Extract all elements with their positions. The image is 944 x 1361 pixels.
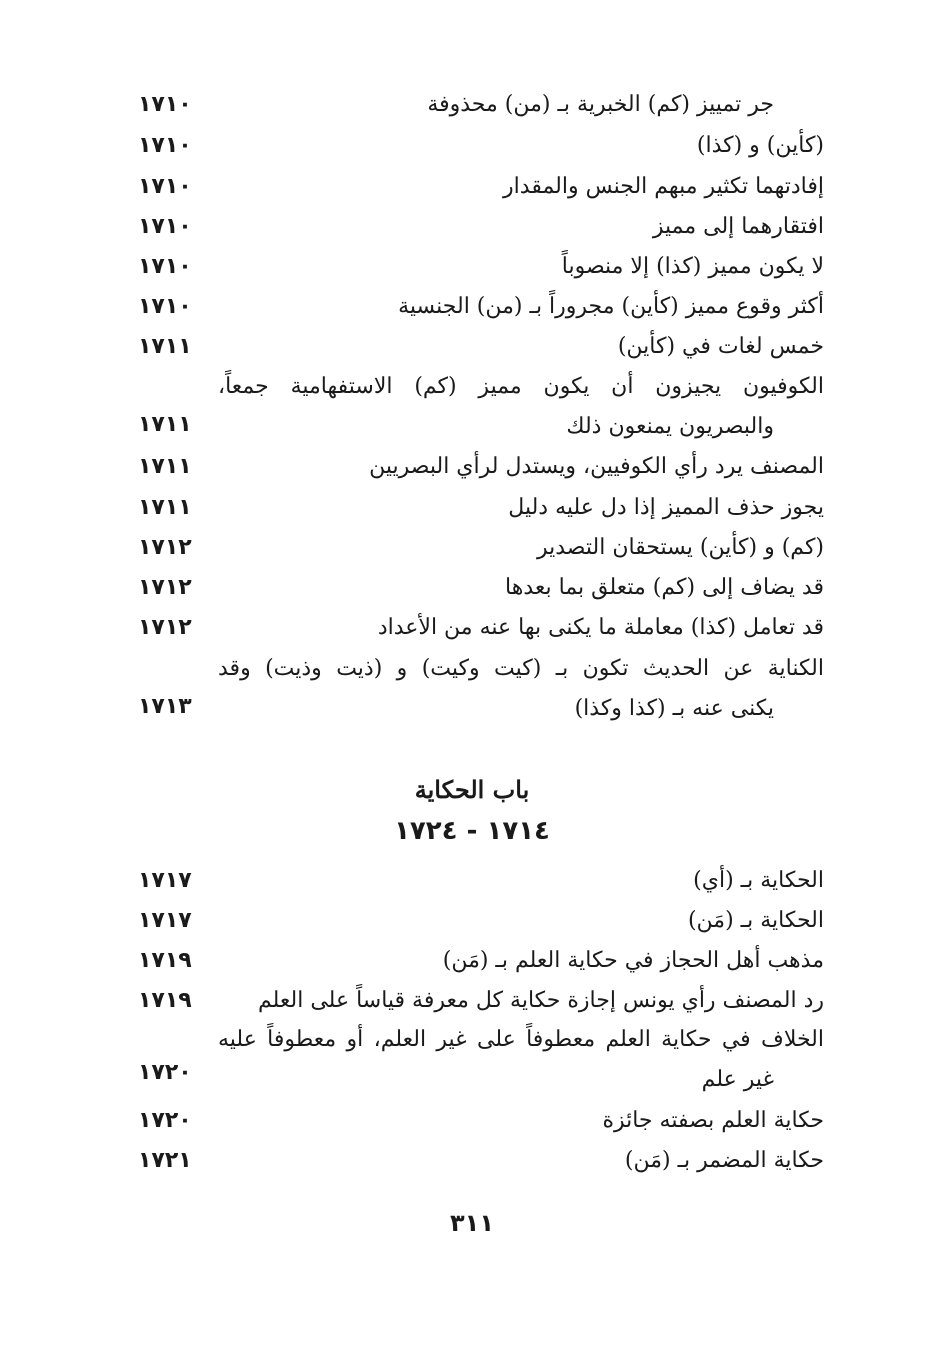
entry-page-ref: ١٧١٩ <box>138 948 192 973</box>
entry-text-continuation: غير علم <box>701 1067 774 1092</box>
entry-page-ref: ١٧١٩ <box>138 988 192 1013</box>
entry-page-ref: ١٧١٧ <box>138 908 192 933</box>
entry-text: يجوز حذف المميز إذا دل عليه دليل <box>508 495 824 520</box>
entry-page-ref: ١٧١١ <box>138 412 192 437</box>
entry-text: الحكاية بـ (مَن) <box>687 908 824 933</box>
entry-page-ref: ١٧١٠ <box>138 254 192 279</box>
entry-page-ref: ١٧١٠ <box>138 92 192 117</box>
entry-text: الخلاف في حكاية العلم معطوفاً على غير العلم، أو معطوفاً عليه <box>218 1027 824 1052</box>
entry-text: الكناية عن الحديث تكون بـ (كيت وكيت) و (ذيت وذيت) وقد <box>218 656 824 681</box>
entry-page-ref: ١٧١٠ <box>138 133 192 158</box>
page-number: ٣١١ <box>450 1209 494 1237</box>
entry-text: (كأين) و (كذا) <box>696 133 824 158</box>
entry-text: جر تمييز (كم) الخبرية بـ (من) محذوفة <box>427 92 774 117</box>
entry-page-ref: ١٧١٢ <box>138 575 192 600</box>
entry-page-ref: ١٧٢١ <box>138 1148 192 1173</box>
entry-text: حكاية المضمر بـ (مَن) <box>624 1148 824 1173</box>
entry-page-ref: ١٧١١ <box>138 495 192 520</box>
entry-text: الحكاية بـ (أي) <box>693 868 824 893</box>
entry-page-ref: ١٧١٢ <box>138 535 192 560</box>
entry-page-ref: ١٧١٠ <box>138 214 192 239</box>
entry-text: قد يضاف إلى (كم) متعلق بما بعدها <box>505 575 824 600</box>
entry-page-ref: ١٧١١ <box>138 454 192 479</box>
entry-text: لا يكون مميز (كذا) إلا منصوباً <box>561 254 824 279</box>
entry-text: (كم) و (كأين) يستحقان التصدير <box>536 535 824 560</box>
entry-text: قد تعامل (كذا) معاملة ما يكنى بها عنه من الأعداد <box>377 615 824 640</box>
entry-page-ref: ١٧١٣ <box>138 694 192 719</box>
entry-page-ref: ١٧٢٠ <box>138 1060 192 1085</box>
section-title: باب الحكاية <box>414 775 530 804</box>
entry-page-ref: ١٧١٠ <box>138 174 192 199</box>
entry-page-ref: ١٧١٠ <box>138 294 192 319</box>
section-page-range: ١٧١٤ - ١٧٢٤ <box>394 816 550 846</box>
entry-page-ref: ١٧١٧ <box>138 868 192 893</box>
entry-page-ref: ١٧٢٠ <box>138 1108 192 1133</box>
entry-page-ref: ١٧١١ <box>138 334 192 359</box>
entry-text: مذهب أهل الحجاز في حكاية العلم بـ (مَن) <box>442 948 824 973</box>
entry-text-continuation: يكنى عنه بـ (كذا وكذا) <box>574 696 774 721</box>
entry-text: إفادتهما تكثير مبهم الجنس والمقدار <box>503 174 824 199</box>
entry-text: الكوفيون يجيزون أن يكون مميز (كم) الاستفهامية جمعاً، <box>218 374 824 399</box>
entry-text: المصنف يرد رأي الكوفيين، ويستدل لرأي البصريين <box>369 454 824 479</box>
entry-page-ref: ١٧١٢ <box>138 615 192 640</box>
entry-text: خمس لغات في (كأين) <box>617 334 824 359</box>
entry-text: رد المصنف رأي يونس إجازة حكاية كل معرفة قياساً على العلم <box>257 988 824 1013</box>
entry-text: حكاية العلم بصفته جائزة <box>602 1108 824 1133</box>
entry-text-continuation: والبصريون يمنعون ذلك <box>566 414 774 439</box>
entry-text: افتقارهما إلى مميز <box>652 214 824 239</box>
entry-text: أكثر وقوع مميز (كأين) مجروراً بـ (من) الجنسية <box>398 294 824 319</box>
